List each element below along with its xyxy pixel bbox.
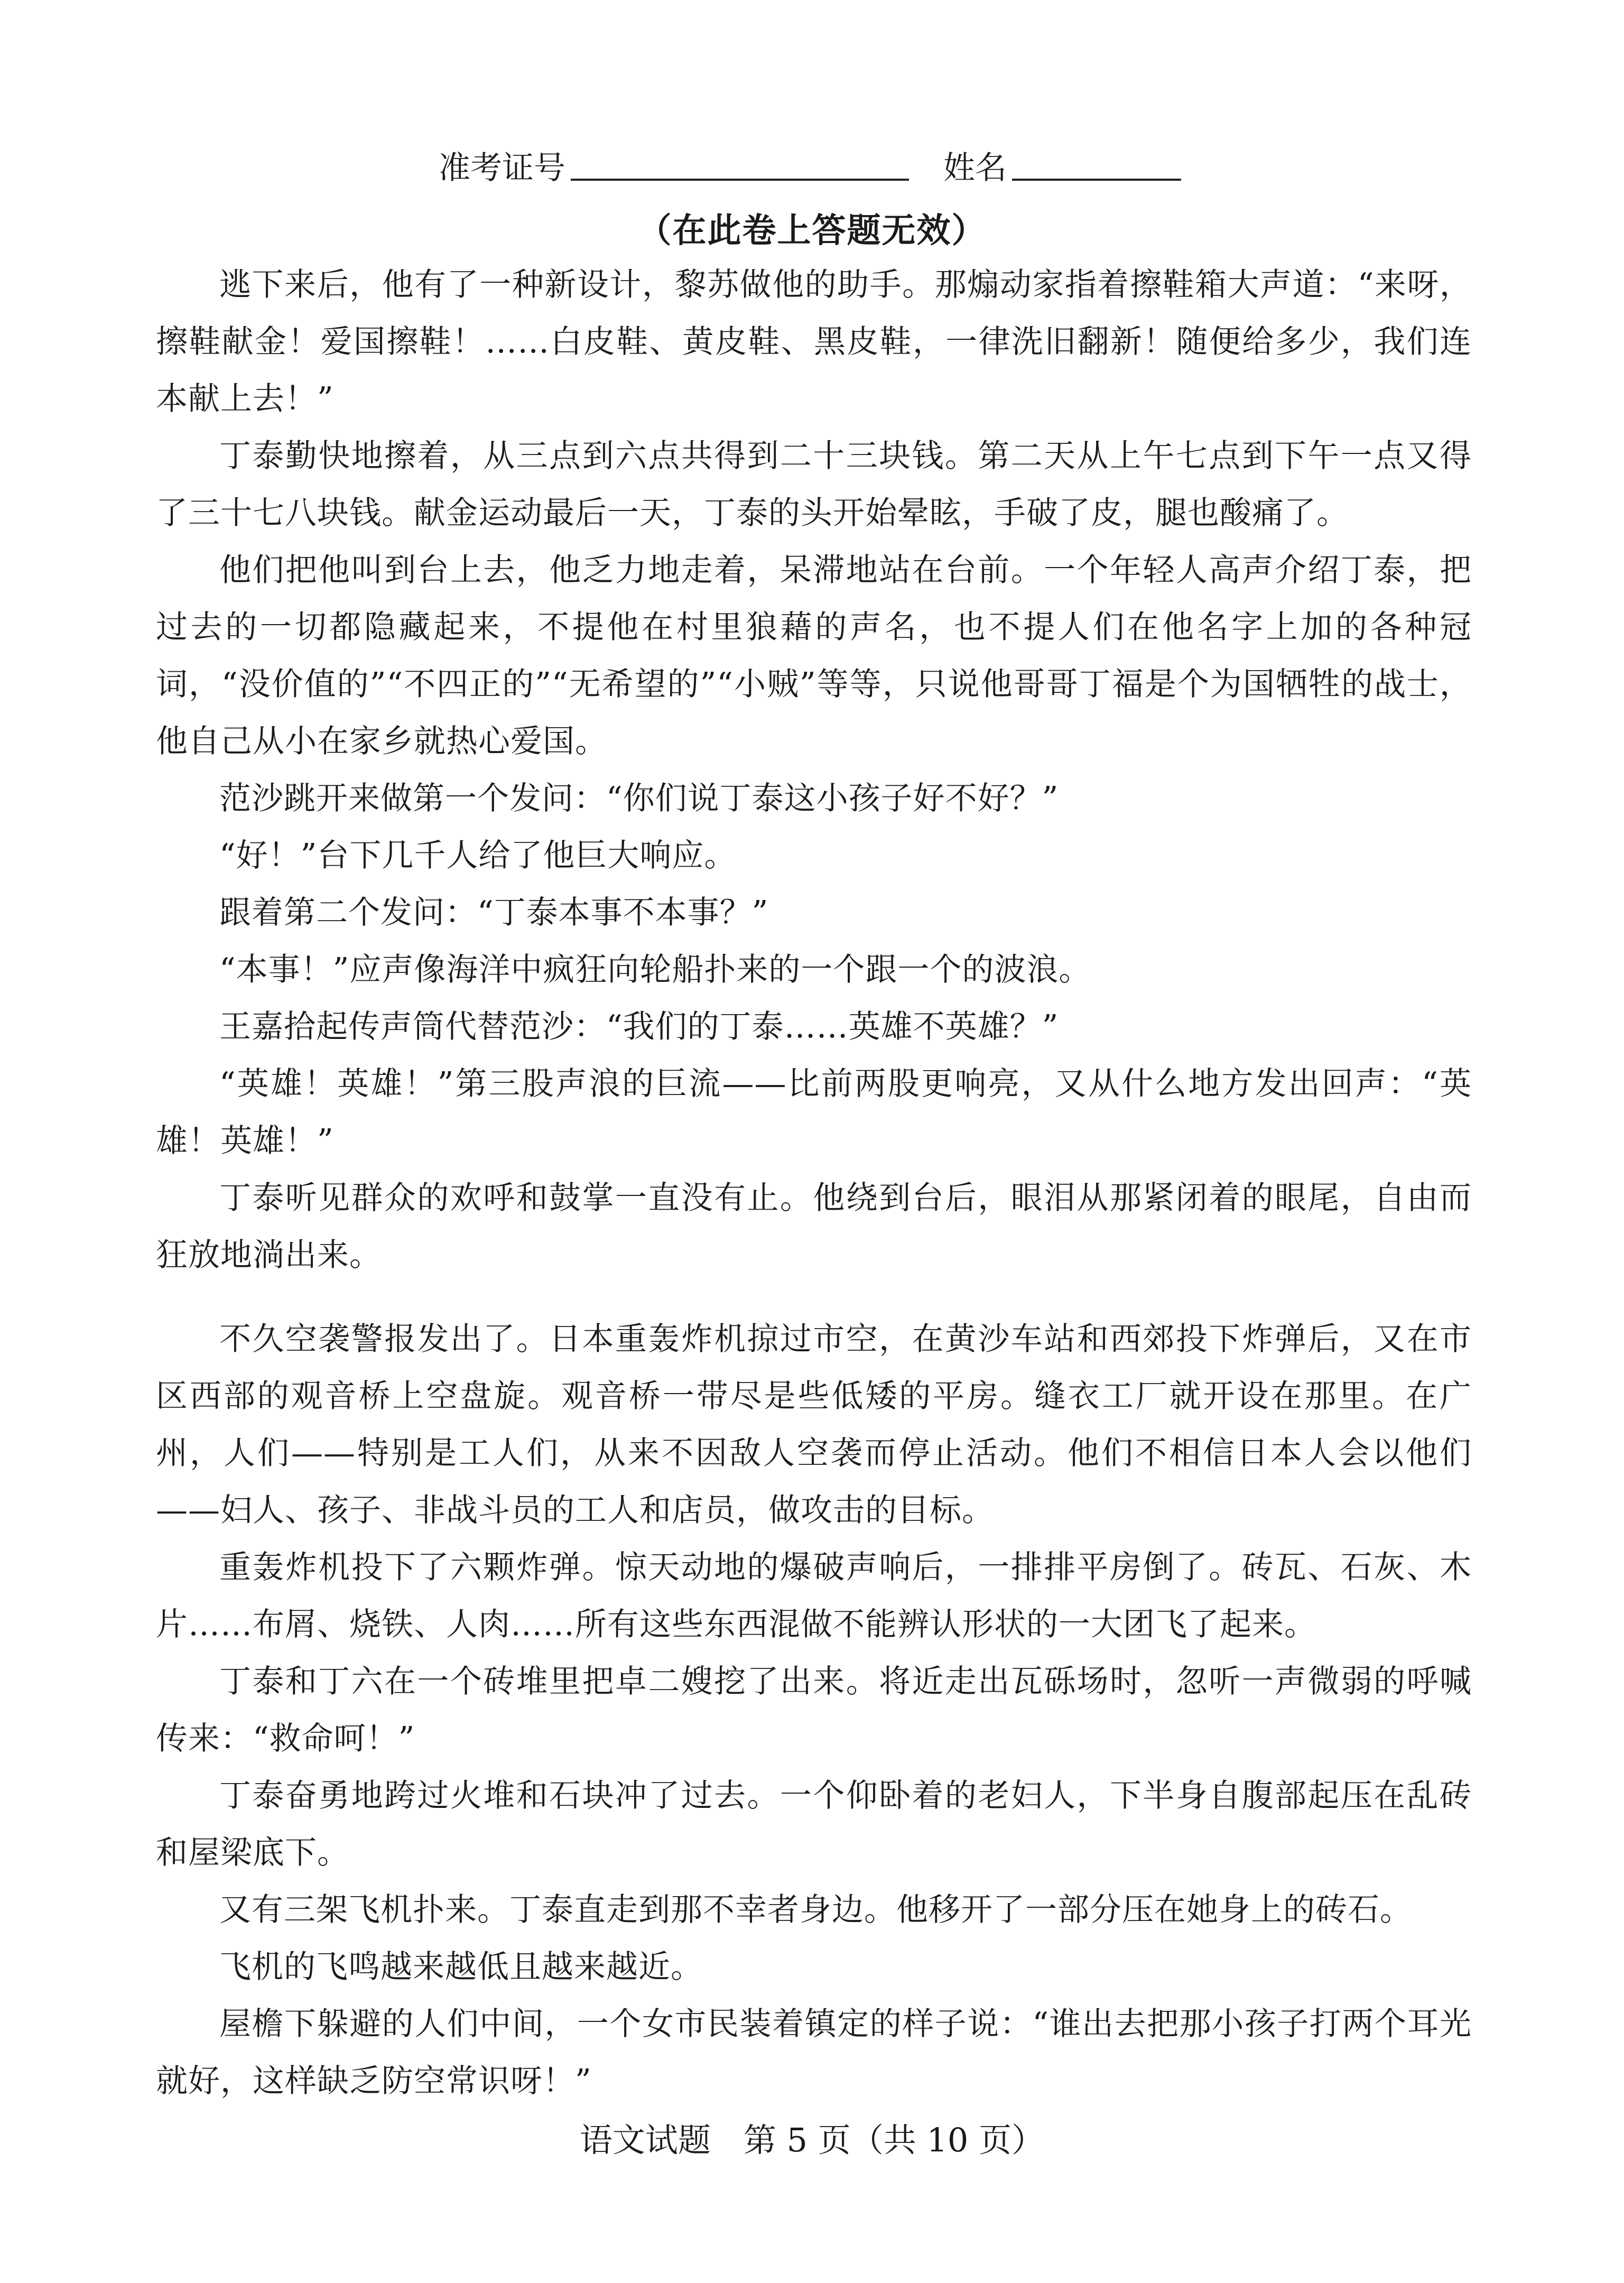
paragraph: “英雄！英雄！”第三股声浪的巨流——比前两股更响亮，又从什么地方发出回声：“英雄！英雄！” [156, 1065, 1472, 1159]
paragraph: “本事！”应声像海洋中疯狂向轮船扑来的一个跟一个的波浪。 [219, 951, 1091, 988]
exam-id-field [571, 179, 909, 181]
paragraph: 丁泰奋勇地跨过火堆和石块冲了过去。一个仰卧着的老妇人，下半身自腹部起压在乱砖和屋梁底下。 [156, 1777, 1472, 1871]
paragraph: 跟着第二个发问：“丁泰本事不本事？” [219, 894, 769, 931]
passage-section-one [156, 256, 1472, 1284]
paragraph: 又有三架飞机扑来。丁泰直走到那不幸者身边。他移开了一部分压在她身上的砖石。 [219, 1891, 1412, 1928]
page-footer: 语文试题 第 5 页（共 10 页） [579, 2121, 1045, 2159]
paragraph: 范沙跳开来做第一个发问：“你们说丁泰这小孩子好不好？” [219, 780, 1059, 817]
paragraph: 丁泰听见群众的欢呼和鼓掌一直没有止。他绕到台后，眼泪从那紧闭着的眼尾，自由而狂放地淌出来。 [156, 1180, 1472, 1274]
exam-id-label: 准考证号 [439, 150, 565, 187]
candidate-info-header [439, 143, 1231, 190]
name-label: 姓名 [943, 150, 1007, 187]
paragraph: 丁泰勤快地擦着，从三点到六点共得到二十三块钱。第二天从上午七点到下午一点又得了三十七八块钱。献金运动最后一天，丁泰的头开始晕眩，手破了皮，腿也酸痛了。 [156, 438, 1472, 532]
paragraph: 他们把他叫到台上去，他乏力地走着，呆滞地站在台前。一个年轻人高声介绍丁泰，把过去的一切都隐藏起来，不提他在村里狼藉的声名，也不提人们在他名字上加的各种冠词，“没价值的”“不四正的”“无希望的”“小贼”等等，只说他哥哥丁福是个为国牺牲的战士，他自己从小在家乡就热心爱国。 [156, 552, 1472, 760]
paragraph: 逃下来后，他有了一种新设计，黎苏做他的助手。那煽动家指着擦鞋箱大声道：“来呀，擦鞋献金！爱国擦鞋！……白皮鞋、黄皮鞋、黑皮鞋，一律洗旧翻新！随便给多少，我们连本献上去！” [156, 266, 1472, 417]
paragraph: 飞机的飞鸣越来越低且越来越近。 [219, 1948, 703, 1985]
paragraph: 丁泰和丁六在一个砖堆里把卓二嫂挖了出来。将近走出瓦砾场时，忽听一声微弱的呼喊传来：“救命呵！” [156, 1663, 1472, 1757]
paragraph: 不久空袭警报发出了。日本重轰炸机掠过市空，在黄沙车站和西郊投下炸弹后，又在市区西部的观音桥上空盘旋。观音桥一带尽是些低矮的平房。缝衣工厂就开设在那里。在广州，人们——特别是工人们，从来不因敌人空袭而停止活动。他们不相信日本人会以他们——妇人、孩子、非战斗员的工人和店员，做攻击的目标。 [156, 1321, 1472, 1529]
paragraph: 王嘉拾起传声筒代替范沙：“我们的丁泰……英雄不英雄？” [219, 1008, 1059, 1045]
paragraph: “好！”台下几千人给了他巨大响应。 [219, 837, 737, 874]
paragraph: 重轰炸机投下了六颗炸弹。惊天动地的爆破声响后，一排排平房倒了。砖瓦、石灰、木片……布屑、烧铁、人肉……所有这些东西混做不能辨认形状的一大团飞了起来。 [156, 1549, 1472, 1643]
name-field [1012, 179, 1181, 181]
paragraph: 屋檐下躲避的人们中间，一个女市民装着镇定的样子说：“谁出去把那小孩子打两个耳光就好，这样缺乏防空常识呀！” [156, 2006, 1472, 2100]
passage-section-two [156, 1311, 1472, 2110]
invalid-answer-notice: （在此卷上答题无效） [637, 211, 987, 250]
